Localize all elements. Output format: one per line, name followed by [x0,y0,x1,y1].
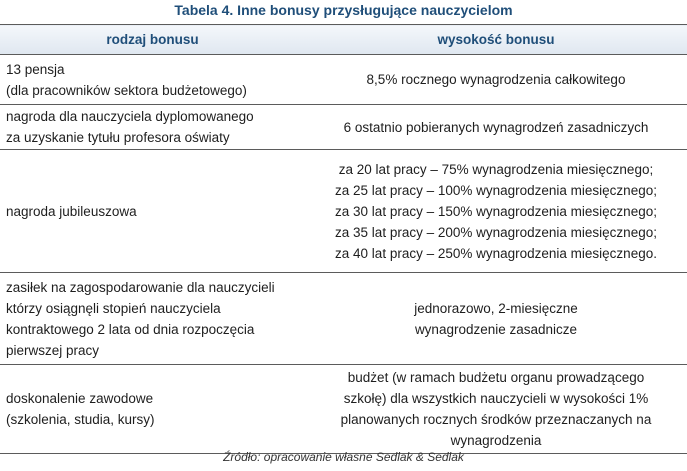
cell-line: 13 pensja [6,61,65,77]
table-row [0,105,687,150]
table-row [0,55,687,105]
cell-line: 8,5% rocznego wynagrodzenia całkowitego [366,72,626,87]
cell-line: pierwszej pracy [6,342,100,358]
bonus-type-cell [0,55,305,105]
table-row [0,365,687,454]
header-bonus-type: rodzaj bonusu [0,25,305,55]
cell-line: budżet (w ramach budżetu organu prowadzącego [347,370,645,385]
cell-line: (szkolenia, studia, kursy) [6,412,155,427]
cell-line: wynagrodzenie zasadnicze [414,321,578,337]
cell-line: szkołę) dla wszystkich nauczycieli w wysokości 1% [343,391,649,406]
cell-line: doskonalenie zawodowe [6,391,154,406]
cell-line: 6 ostatnio pobieranych wynagrodzeń zasadniczych [343,119,649,135]
source-note: Źródło: opracowanie własne Sedlak & Sedlak [223,450,464,464]
cell-line: zasiłek na zagospodarowanie dla nauczycieli [6,279,275,295]
cell-line: za 20 lat pracy – 75% wynagrodzenia miesięcznego; [338,161,654,177]
cell-line: za 25 lat pracy – 100% wynagrodzenia miesięcznego; [335,182,657,198]
cell-line: planowanych rocznych środków przeznaczanych na [340,412,652,427]
header-bonus-amount: wysokość bonusu [305,25,687,55]
bonus-type-cell [0,150,305,273]
bonus-amount-cell [305,55,687,105]
cell-line: nagroda dla nauczyciela dyplomowanego [6,109,254,124]
table-row [0,150,687,273]
cell-line: którzy osiągnęli stopień nauczyciela [6,300,221,316]
cell-line: za uzyskanie tytułu profesora oświaty [6,130,230,145]
cell-line: jednorazowo, 2-miesięczne [414,300,578,316]
bonus-type-cell [0,365,305,454]
bonus-amount-cell [305,365,687,454]
cell-line: wynagrodzenia [450,433,542,448]
cell-line: za 30 lat pracy – 150% wynagrodzenia miesięcznego; [335,203,657,219]
cell-line: (dla pracowników sektora budżetowego) [6,82,247,98]
cell-line: za 35 lat pracy – 200% wynagrodzenia miesięcznego; [335,224,657,240]
bonus-type-cell [0,273,305,365]
cell-line: nagroda jubileuszowa [6,203,137,219]
bonus-type-cell [0,105,305,150]
bonus-amount-cell [305,273,687,365]
bonus-amount-cell [305,150,687,273]
cell-line: za 40 lat pracy – 250% wynagrodzenia miesięcznego. [335,245,657,261]
cell-line: kontraktowego 2 lata od dnia rozpoczęcia [6,321,255,337]
table-row [0,273,687,365]
table-header-row [0,25,687,55]
bonus-amount-cell [305,105,687,150]
table-title: Tabela 4. Inne bonusy przysługujące nauczycielom [174,2,513,18]
bonus-table [0,24,687,454]
